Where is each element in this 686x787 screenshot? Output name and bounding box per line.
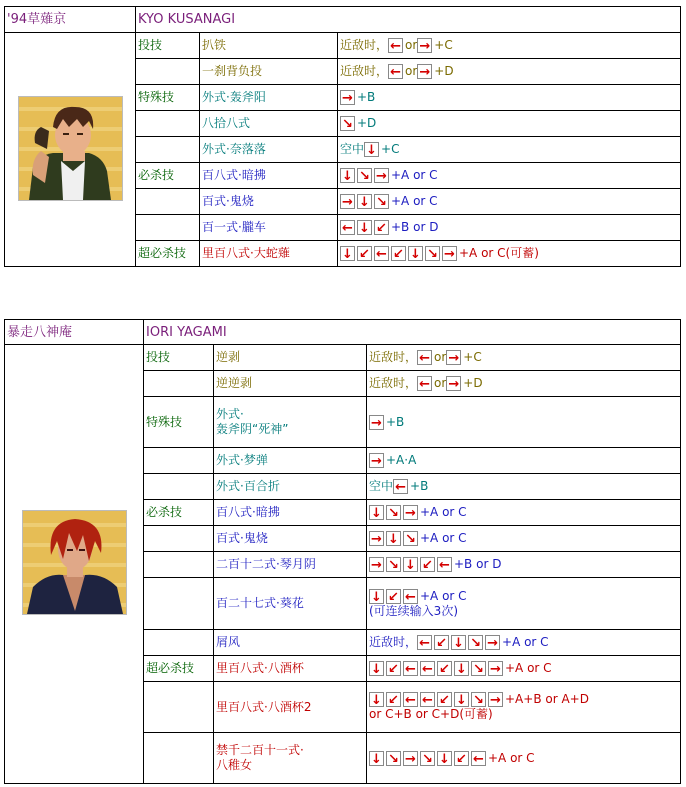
move-input — [367, 448, 681, 474]
move-input — [367, 656, 681, 682]
move-row — [5, 33, 681, 59]
move-category — [144, 578, 214, 630]
move-name: 外式·百合折 — [214, 474, 367, 500]
arrow-icon: ↘ — [471, 692, 486, 707]
arrow-icon: ↘ — [357, 168, 372, 183]
move-button: +A or C — [391, 194, 438, 208]
arrow-icon: ↓ — [369, 589, 384, 604]
arrow-icon: ↘ — [403, 531, 418, 546]
move-note: (可连续输入3次) — [369, 603, 458, 618]
move-name: 里百八式·大蛇薙 — [200, 241, 338, 267]
move-prefix: 近敌时， — [340, 64, 389, 78]
arrow-icon: ↓ — [451, 635, 466, 650]
move-category — [136, 189, 200, 215]
arrow-icon: ↙ — [374, 220, 389, 235]
move-category: 必杀技 — [144, 500, 214, 526]
move-button: +C — [463, 350, 482, 364]
arrow-icon: ↙ — [420, 557, 435, 572]
move-button: +A or C — [420, 588, 467, 603]
move-button: +D — [463, 376, 483, 390]
move-input — [367, 371, 681, 397]
arrow-icon: ← — [403, 589, 418, 604]
move-note: or C+B or C+D(可蓄) — [369, 707, 493, 721]
move-input — [338, 189, 681, 215]
move-button: +A or C — [488, 750, 535, 765]
arrow-icon: ↙ — [386, 589, 401, 604]
move-category — [144, 733, 214, 784]
move-category — [136, 137, 200, 163]
or-separator: or — [434, 350, 447, 364]
move-category — [144, 474, 214, 500]
move-category — [136, 215, 200, 241]
move-input — [367, 733, 681, 784]
move-category — [144, 630, 214, 656]
arrow-icon: ↙ — [434, 635, 449, 650]
arrow-icon: → — [485, 635, 500, 650]
move-input — [338, 59, 681, 85]
arrow-icon: ← — [471, 751, 486, 766]
arrow-icon: → — [340, 90, 355, 105]
arrow-icon: ↘ — [420, 751, 435, 766]
move-name: 百式·鬼烧 — [200, 189, 338, 215]
move-name: 逆剥 — [214, 345, 367, 371]
arrow-icon: → — [417, 38, 432, 53]
move-name: 一刹背负投 — [200, 59, 338, 85]
arrow-icon: → — [417, 64, 432, 79]
move-name: 扒铁 — [200, 33, 338, 59]
arrow-icon: ↘ — [386, 751, 401, 766]
move-name: 外式·梦弹 — [214, 448, 367, 474]
move-input — [338, 85, 681, 111]
move-name: 外式·轰斧阳 — [200, 85, 338, 111]
move-category: 投技 — [136, 33, 200, 59]
move-row — [5, 345, 681, 371]
or-separator: or — [405, 64, 418, 78]
move-name: 禁千二百十一式· 八稚女 — [214, 733, 367, 784]
arrow-icon: ↙ — [437, 661, 452, 676]
arrow-icon: ← — [403, 692, 418, 707]
kyo-portrait-icon — [18, 96, 123, 201]
arrow-icon: ← — [420, 692, 435, 707]
move-button: +A or C — [502, 635, 549, 649]
move-category — [144, 371, 214, 397]
move-name: 百八式·暗拂 — [200, 163, 338, 189]
arrow-icon: ← — [417, 635, 432, 650]
arrow-icon: → — [403, 751, 418, 766]
arrow-icon: ↓ — [408, 246, 423, 261]
kyo-name-cn: '94草薙京 — [5, 7, 136, 33]
arrow-icon: ← — [417, 376, 432, 391]
arrow-icon: ↓ — [454, 692, 469, 707]
move-input — [338, 111, 681, 137]
arrow-icon: ← — [374, 246, 389, 261]
move-category — [136, 59, 200, 85]
kyo-move-table — [4, 6, 681, 267]
arrow-icon: ↓ — [369, 505, 384, 520]
move-category — [144, 552, 214, 578]
arrow-icon: → — [369, 453, 384, 468]
move-category: 投技 — [144, 345, 214, 371]
arrow-icon: ← — [420, 661, 435, 676]
arrow-icon: ↓ — [437, 751, 452, 766]
arrow-icon: ↓ — [357, 194, 372, 209]
arrow-icon: ↘ — [374, 194, 389, 209]
or-separator: or — [405, 38, 418, 52]
move-button: +D — [357, 116, 377, 130]
arrow-icon: ← — [393, 479, 408, 494]
move-prefix: 近敌时， — [369, 350, 418, 364]
arrow-icon: → — [442, 246, 457, 261]
iori-move-table — [4, 319, 681, 784]
move-category: 必杀技 — [136, 163, 200, 189]
move-button: +B — [410, 479, 429, 493]
move-button: +B or D — [391, 220, 439, 234]
arrow-icon: ↓ — [386, 531, 401, 546]
move-button: +A or C — [505, 661, 552, 675]
move-input — [367, 682, 681, 733]
arrow-icon: ↘ — [425, 246, 440, 261]
move-input — [367, 474, 681, 500]
arrow-icon: → — [340, 194, 355, 209]
move-input — [367, 578, 681, 630]
move-name: 里百八式·八酒杯2 — [214, 682, 367, 733]
move-prefix: 空中 — [369, 479, 394, 493]
arrow-icon: → — [374, 168, 389, 183]
arrow-icon: ↙ — [386, 692, 401, 707]
arrow-icon: ↙ — [437, 692, 452, 707]
move-input — [367, 630, 681, 656]
move-prefix: 近敌时， — [340, 38, 389, 52]
arrow-icon: ← — [388, 64, 403, 79]
move-button: +B — [357, 90, 376, 104]
move-button: +A·A — [386, 453, 417, 467]
move-prefix: 近敌时， — [369, 376, 418, 390]
move-button: +C — [434, 38, 453, 52]
arrow-icon: ↓ — [340, 168, 355, 183]
arrow-icon: ↓ — [369, 751, 384, 766]
move-name: 百一式·朧车 — [200, 215, 338, 241]
move-button: +B or D — [454, 557, 502, 571]
move-input — [367, 397, 681, 448]
arrow-icon: ← — [417, 350, 432, 365]
move-button: +A+B or A+D — [505, 692, 589, 706]
move-category: 超必杀技 — [144, 656, 214, 682]
move-category — [144, 682, 214, 733]
move-name: 外式· 轰斧阴“死神” — [214, 397, 367, 448]
arrow-icon: ← — [437, 557, 452, 572]
arrow-icon: → — [488, 692, 503, 707]
move-input — [367, 500, 681, 526]
move-button: +A or C — [391, 168, 438, 182]
move-button: +A or C(可蓄) — [459, 246, 539, 260]
move-input — [338, 163, 681, 189]
move-name: 里百八式·八酒杯 — [214, 656, 367, 682]
move-name: 屑风 — [214, 630, 367, 656]
move-input — [338, 215, 681, 241]
move-name: 二百十二式·琴月阴 — [214, 552, 367, 578]
move-category — [136, 111, 200, 137]
iori-name-cn: 暴走八神庵 — [5, 320, 144, 345]
arrow-icon: → — [369, 531, 384, 546]
move-prefix: 近敌时， — [369, 635, 418, 649]
arrow-icon: ↓ — [403, 557, 418, 572]
arrow-icon: → — [369, 557, 384, 572]
arrow-icon: → — [488, 661, 503, 676]
arrow-icon: ↓ — [454, 661, 469, 676]
move-button: +C — [381, 142, 400, 156]
arrow-icon: ↓ — [357, 220, 372, 235]
arrow-icon: ↓ — [369, 661, 384, 676]
move-input — [367, 552, 681, 578]
arrow-icon: ↘ — [340, 116, 355, 131]
arrow-icon: ← — [388, 38, 403, 53]
arrow-icon: ← — [340, 220, 355, 235]
move-name: 百式·鬼烧 — [214, 526, 367, 552]
move-category — [144, 448, 214, 474]
move-category — [144, 526, 214, 552]
move-button: +B — [386, 414, 405, 429]
move-button: +A or C — [420, 531, 467, 545]
arrow-icon: ← — [403, 661, 418, 676]
move-button: +A or C — [420, 505, 467, 519]
arrow-icon: ↙ — [454, 751, 469, 766]
arrow-icon: ↘ — [471, 661, 486, 676]
arrow-icon: → — [446, 376, 461, 391]
arrow-icon: → — [446, 350, 461, 365]
iori-portrait-icon — [22, 510, 127, 615]
move-category: 特殊技 — [136, 85, 200, 111]
arrow-icon: → — [403, 505, 418, 520]
move-input — [367, 526, 681, 552]
arrow-icon: ↙ — [391, 246, 406, 261]
move-input — [338, 137, 681, 163]
kyo-portrait-cell — [5, 33, 136, 267]
arrow-icon: ↙ — [357, 246, 372, 261]
move-name: 八拾八式 — [200, 111, 338, 137]
arrow-icon: ↓ — [340, 246, 355, 261]
kyo-name-en: KYO KUSANAGI — [136, 7, 681, 33]
move-name: 外式·奈落落 — [200, 137, 338, 163]
move-input — [338, 241, 681, 267]
move-prefix: 空中 — [340, 142, 365, 156]
arrow-icon: ↓ — [369, 692, 384, 707]
arrow-icon: ↘ — [468, 635, 483, 650]
move-category: 特殊技 — [144, 397, 214, 448]
or-separator: or — [434, 376, 447, 390]
move-name: 百二十七式·葵花 — [214, 578, 367, 630]
arrow-icon: → — [369, 415, 384, 430]
arrow-icon: ↘ — [386, 557, 401, 572]
arrow-icon: ↓ — [364, 142, 379, 157]
move-category: 超必杀技 — [136, 241, 200, 267]
move-button: +D — [434, 64, 454, 78]
move-input — [338, 33, 681, 59]
move-input — [367, 345, 681, 371]
iori-portrait-cell — [5, 345, 144, 784]
arrow-icon: ↙ — [386, 661, 401, 676]
arrow-icon: ↘ — [386, 505, 401, 520]
move-name: 逆逆剥 — [214, 371, 367, 397]
move-name: 百八式·暗拂 — [214, 500, 367, 526]
iori-name-en: IORI YAGAMI — [144, 320, 681, 345]
